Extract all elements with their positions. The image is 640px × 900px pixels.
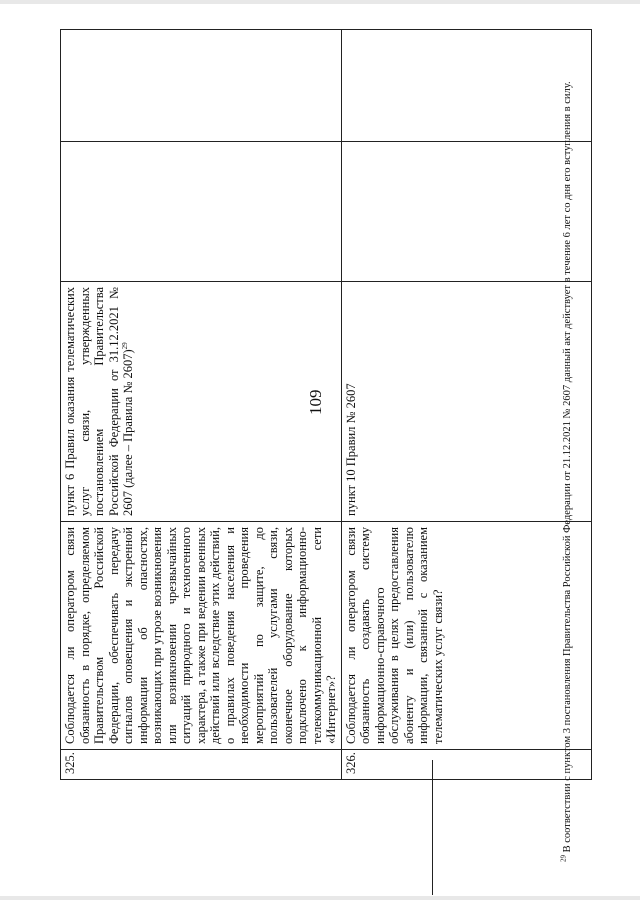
footnote: [559, 81, 573, 862]
legal-reference: [61, 282, 342, 522]
comment-cell: [61, 30, 342, 142]
question-text: Соблюдается ли оператором связи обязанность в порядке, определяемом Правительством Российской Федерации, обеспечивать передачу сигналов оповещения и экстренной информации об опасностях, возникающих при угрозе возникновения или возникновении чрезвычайных ситуаций природного и техногенного характера, а также при ведении военных действий или вследствие этих действий, о правилах поведения населения и необходимости проведения мероприятий по защите, до пользователей услугами связи, оконечное оборудование которых подключено к информационно-телекоммуникационной сети «Интернет»?: [61, 522, 342, 750]
footnote-number: 29: [559, 855, 568, 862]
table-row: [341, 30, 591, 780]
footnote-mark: 29: [120, 342, 129, 350]
reference-text: пункт 10 Правил № 2607: [343, 383, 358, 516]
row-number: 325.: [61, 750, 342, 780]
footnote-separator: [432, 760, 433, 895]
rotated-page-content: [60, 30, 585, 780]
row-number: 326.: [341, 750, 591, 780]
answer-cell: [61, 142, 342, 282]
footnote-text: В соответствии с пунктом 3 постановления Правительства Российской Федерации от 21.12.2021 № 2607 данный акт действует в течение 6 лет со дня его вступления в силу.: [562, 81, 573, 855]
legal-reference: [341, 282, 591, 522]
scan-bottom-edge: [0, 896, 640, 900]
question-text: Соблюдается ли оператором связи обязанность создавать систему информационно-справочного обслуживания в целях предоставления абоненту и (или) пользователю информации, связанной с оказанием телематических услуг связи?: [341, 522, 591, 750]
answer-cell: [341, 142, 591, 282]
checklist-table: [60, 29, 592, 780]
reference-text: пункт 6 Правил оказания телематических услуг связи, утвержденных постановлением Правительства Российской Федерации от 31.12.2021 № 2607 (далее – Правила № 2607): [63, 287, 135, 516]
page-number: 109: [306, 389, 325, 415]
table-row: [61, 30, 342, 780]
comment-cell: [341, 30, 591, 142]
scan-top-edge: [0, 0, 640, 4]
